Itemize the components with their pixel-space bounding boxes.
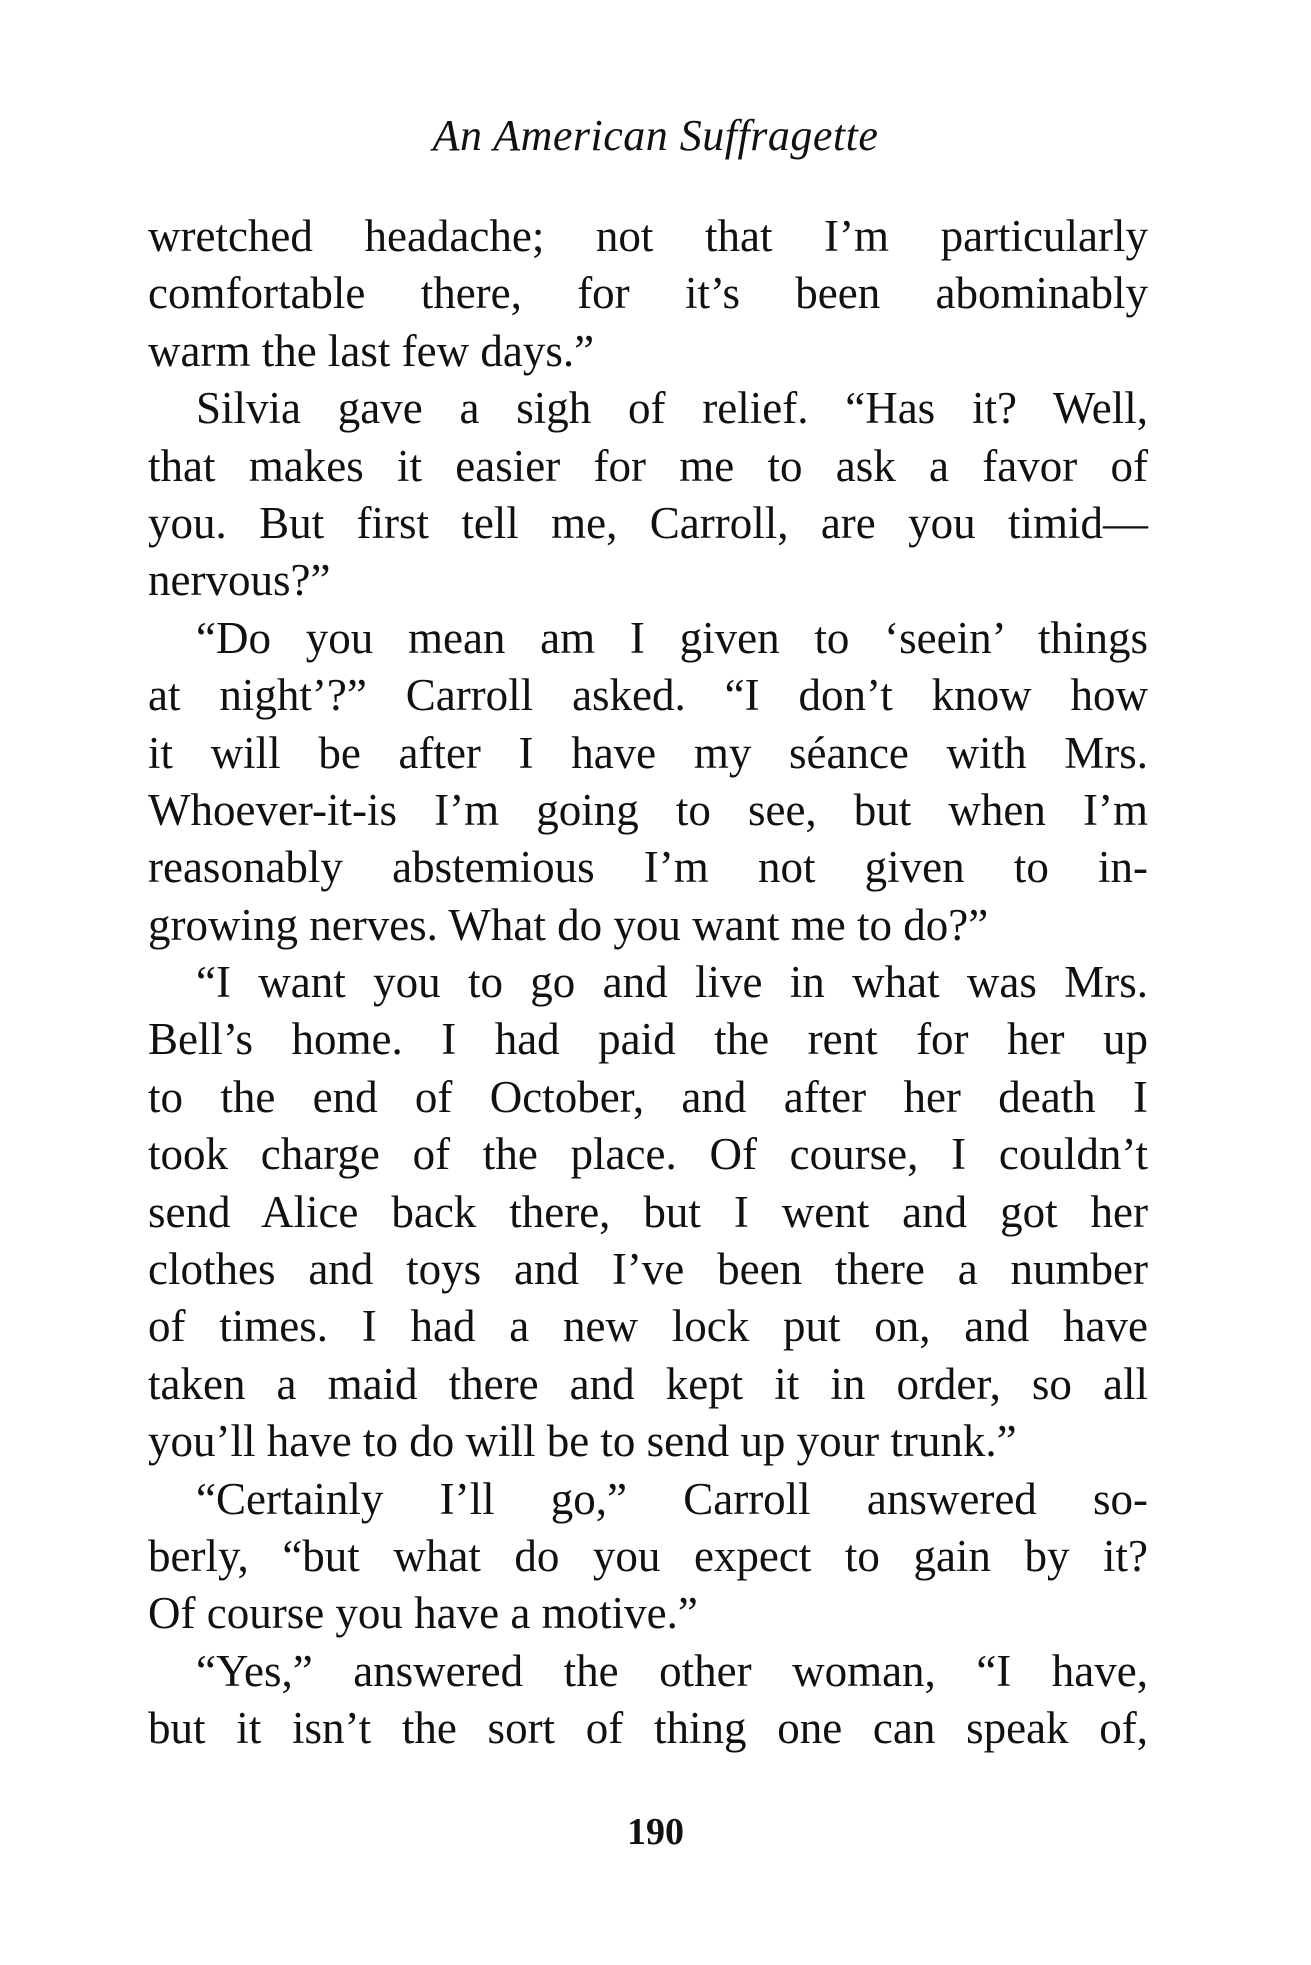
text-line: taken a maid there and kept it in order, so all: [148, 1358, 1148, 1409]
text-line: took charge of the place. Of course, I couldn’t: [148, 1129, 1148, 1180]
text-line: Of course you have a motive.”: [148, 1588, 698, 1639]
text-line: that makes it easier for me to ask a favor of: [148, 440, 1148, 491]
text-line: Whoever-it-is I’m going to see, but when I’m: [148, 784, 1148, 835]
text-line: warm the last few days.”: [148, 325, 595, 376]
text-line: it will be after I have my séance with Mrs.: [148, 727, 1148, 778]
paragraph: [148, 380, 1148, 610]
text-line: but it isn’t the sort of thing one can speak of,: [148, 1703, 1148, 1754]
text-line: of times. I had a new lock put on, and have: [148, 1301, 1148, 1352]
page-number: 190: [627, 1811, 684, 1853]
running-head: An American Suffragette: [432, 111, 879, 160]
paragraph: [148, 208, 1148, 380]
text-line: “I want you to go and live in what was Mrs.: [196, 957, 1148, 1008]
text-line: nervous?”: [148, 555, 331, 606]
text-line: clothes and toys and I’ve been there a number: [148, 1244, 1148, 1295]
text-line: at night’?” Carroll asked. “I don’t know how: [148, 670, 1148, 721]
text-line: reasonably abstemious I’m not given to in-: [148, 842, 1148, 893]
paragraph: [148, 610, 1148, 954]
text-line: wretched headache; not that I’m particularly: [148, 211, 1148, 261]
text-line: you. But first tell me, Carroll, are you timid—: [148, 497, 1148, 548]
text-line: Bell’s home. I had paid the rent for her up: [148, 1014, 1148, 1065]
paragraph: [148, 954, 1148, 1471]
text-line: to the end of October, and after her death I: [148, 1071, 1148, 1122]
text-line: “Do you mean am I given to ‘seein’ things: [196, 612, 1148, 663]
text-line: “Certainly I’ll go,” Carroll answered so-: [196, 1473, 1148, 1524]
text-line: growing nerves. What do you want me to do?”: [148, 899, 989, 950]
text-line: Silvia gave a sigh of relief. “Has it? Well,: [196, 383, 1148, 434]
text-line: comfortable there, for it’s been abominably: [148, 268, 1148, 319]
text-line: “Yes,” answered the other woman, “I have,: [196, 1645, 1148, 1696]
text-line: berly, “but what do you expect to gain by it?: [148, 1530, 1148, 1581]
paragraph: [148, 1643, 1148, 1758]
paragraph: [148, 1471, 1148, 1643]
body-text: [148, 208, 1148, 1758]
text-line: send Alice back there, but I went and got her: [148, 1186, 1148, 1237]
text-line: you’ll have to do will be to send up your trunk.”: [148, 1416, 1017, 1467]
